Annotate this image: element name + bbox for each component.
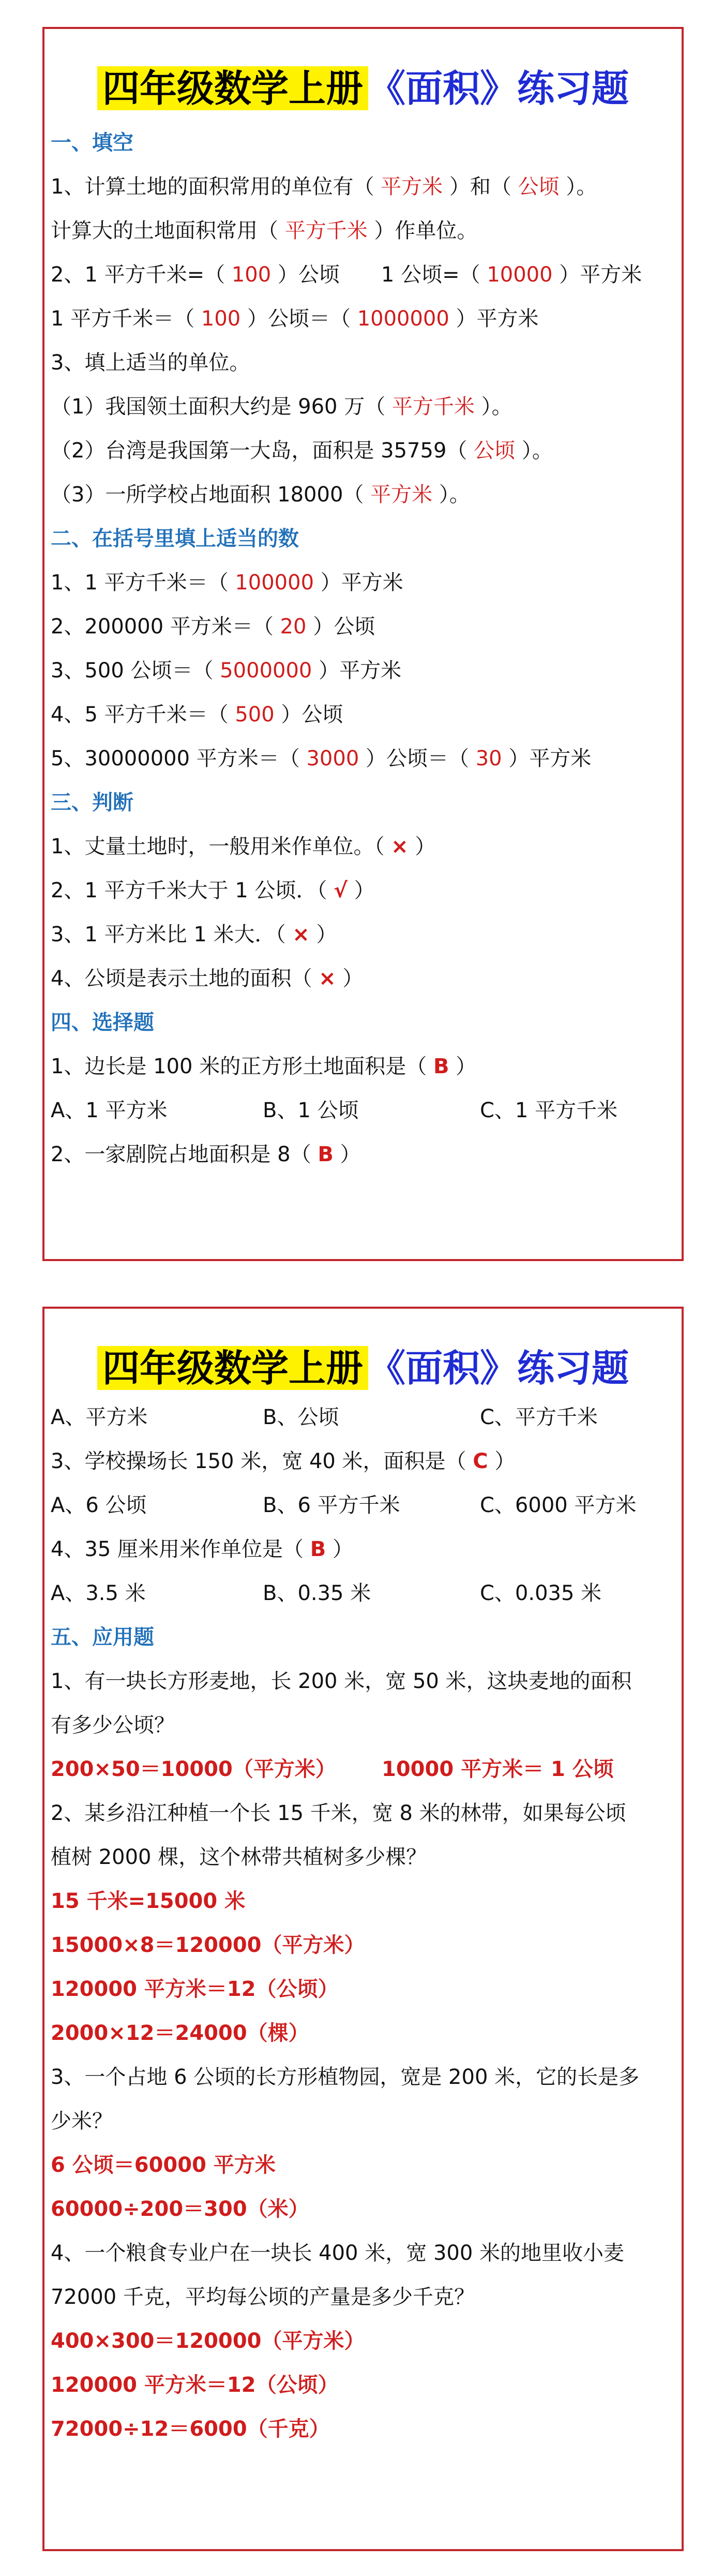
option-a: A、平方米 — [51, 1405, 148, 1429]
answer: 公顷 — [474, 439, 516, 463]
option-c: C、0.035 米 — [480, 1581, 602, 1605]
option-a: A、3.5 米 — [51, 1581, 146, 1605]
text-fragment: （1）我国领土面积大约是 960 万（ — [51, 395, 392, 419]
application-3-step-2: 60000÷200＝300（米） — [51, 2197, 309, 2221]
answer: 100 — [231, 263, 272, 287]
text-fragment: 计算大的土地面积常用（ — [51, 219, 285, 243]
option-b: B、6 平方千米 — [263, 1493, 400, 1517]
worksheet-page-2 — [42, 1307, 684, 2551]
cross-mark: × — [292, 923, 310, 946]
answer: 100 — [201, 307, 241, 331]
question-3-item-2 — [51, 435, 675, 466]
answer: 公顷 — [518, 175, 560, 199]
text-fragment: 1、计算土地的面积常用的单位有（ — [51, 175, 381, 199]
fill-number-5 — [51, 743, 675, 774]
answer: 平方米 — [370, 483, 433, 507]
title-highlight: 四年级数学上册 — [97, 66, 368, 110]
fill-number-1 — [51, 567, 675, 598]
text-fragment: 5、30000000 平方米＝（ — [51, 747, 307, 771]
answer: 20 — [280, 615, 307, 639]
text-fragment: ）平方米 — [552, 263, 642, 287]
application-2-step-1: 15 千米=15000 米 — [51, 1889, 246, 1913]
judge-2 — [51, 875, 675, 906]
title-subtitle: 《面积》练习题 — [368, 1346, 629, 1390]
answer: B — [318, 1143, 334, 1166]
application-1-line-2: 有多少公顷？ — [51, 1713, 175, 1737]
choice-4 — [51, 1534, 675, 1565]
fill-number-4 — [51, 699, 675, 730]
answer: 平方米 — [381, 175, 443, 199]
option-b: B、0.35 米 — [263, 1581, 371, 1605]
application-4-step-1: 400×300＝120000（平方米） — [51, 2329, 365, 2353]
text-fragment: 2、200000 平方米＝（ — [51, 615, 280, 639]
text-fragment: ） — [333, 1143, 361, 1166]
text-fragment: ）公顷＝（ — [240, 307, 357, 331]
answer: 平方千米 — [391, 395, 475, 419]
answer: 3000 — [306, 747, 359, 771]
option-c: C、6000 平方米 — [480, 1493, 637, 1517]
answer: 10000 — [487, 263, 553, 287]
text-fragment: ） — [326, 1537, 353, 1561]
text-fragment: 1、边长是 100 米的正方形土地面积是（ — [51, 1055, 433, 1078]
section-heading-true-false: 三、判断 — [51, 791, 133, 815]
answer: B — [433, 1055, 449, 1078]
application-4-line-2: 72000 千克，平均每公顷的产量是多少千克？ — [51, 2285, 475, 2309]
option-b: B、公顷 — [263, 1405, 339, 1429]
page-title — [44, 1340, 682, 1397]
option-c: C、平方千米 — [480, 1405, 598, 1429]
application-4-line-1: 4、一个粮食专业户在一块长 400 米，宽 300 米的地里收小麦 — [51, 2241, 625, 2265]
judge-1 — [51, 831, 675, 862]
answer: C — [473, 1449, 488, 1473]
application-4-step-2: 120000 平方米＝12（公顷） — [51, 2373, 339, 2397]
text-fragment: ） — [449, 1055, 477, 1078]
option-a: A、1 平方米 — [51, 1099, 168, 1122]
text-fragment: ）和（ — [443, 175, 518, 199]
text-fragment: 1、1 平方千米＝（ — [51, 571, 235, 595]
question-2-line-1 — [51, 259, 675, 290]
choice-3 — [51, 1446, 675, 1477]
question-1-line-2 — [51, 215, 675, 246]
text-fragment: ） — [488, 1449, 516, 1473]
text-fragment: ）公顷 — [274, 703, 343, 727]
text-fragment: 3、学校操场长 150 米，宽 40 米，面积是（ — [51, 1449, 473, 1473]
answer: 100000 — [235, 571, 314, 595]
text-fragment: （3）一所学校占地面积 18000（ — [51, 483, 371, 507]
section-heading-fill-blank: 一、填空 — [51, 131, 133, 155]
text-fragment: 4、公顷是表示土地的面积（ — [51, 967, 319, 990]
text-fragment: 1、丈量土地时，一般用米作单位。（ — [51, 835, 391, 858]
application-3-line-2: 少米？ — [51, 2109, 113, 2133]
text-fragment: ）平方米 — [312, 659, 402, 683]
text-fragment: ）。 — [432, 483, 470, 507]
text-fragment: ）平方米 — [314, 571, 403, 595]
application-2-line-2: 植树 2000 棵，这个林带共植树多少棵？ — [51, 1845, 427, 1869]
title-subtitle: 《面积》练习题 — [368, 66, 629, 110]
text-fragment: ） — [408, 835, 436, 858]
fill-number-2 — [51, 611, 675, 642]
application-2-step-3: 120000 平方米＝12（公顷） — [51, 1977, 339, 2001]
option-b: B、1 公顷 — [263, 1099, 359, 1122]
text-fragment: 4、5 平方千米＝（ — [51, 703, 235, 727]
question-3-item-3 — [51, 479, 675, 510]
text-fragment: ） — [336, 967, 364, 990]
text-fragment: 2、1 平方千米=（ — [51, 263, 232, 287]
text-fragment: ）公顷 — [306, 615, 375, 639]
answer-step: 10000 平方米＝ 1 公顷 — [382, 1757, 614, 1781]
text-fragment: ）平方米 — [449, 307, 539, 331]
judge-3 — [51, 919, 675, 950]
question-2-line-2 — [51, 303, 675, 334]
answer-step: 200×50＝10000（平方米） — [51, 1757, 336, 1781]
application-2-step-2: 15000×8＝120000（平方米） — [51, 1933, 365, 1957]
answer: 500 — [235, 703, 275, 727]
fill-number-3 — [51, 655, 675, 686]
application-2-step-4: 2000×12＝24000（棵） — [51, 2021, 309, 2045]
question-1-line-1 — [51, 171, 675, 202]
text-fragment: ） — [347, 879, 375, 902]
text-fragment: 3、1 平方米比 1 米大．（ — [51, 923, 293, 946]
text-fragment: ）平方米 — [502, 747, 592, 771]
question-3-heading: 3、填上适当的单位。 — [51, 351, 250, 375]
cross-mark: × — [391, 835, 409, 858]
page-title — [44, 60, 682, 117]
section-heading-applications: 五、应用题 — [51, 1625, 154, 1649]
text-fragment: ）公顷＝（ — [359, 747, 476, 771]
option-c: C、1 平方千米 — [480, 1099, 618, 1122]
application-1-line-1: 1、有一块长方形麦地，长 200 米，宽 50 米，这块麦地的面积 — [51, 1669, 632, 1693]
answer: 1000000 — [357, 307, 449, 331]
text-fragment: 2、一家剧院占地面积是 8（ — [51, 1143, 318, 1166]
application-3-step-1: 6 公顷＝60000 平方米 — [51, 2153, 276, 2177]
question-3-item-1 — [51, 391, 675, 422]
text-fragment: 1 平方千米＝（ — [51, 307, 201, 331]
text-fragment: ）。 — [559, 175, 597, 199]
answer: 平方千米 — [284, 219, 368, 243]
text-fragment: （2）台湾是我国第一大岛，面积是 35759（ — [51, 439, 474, 463]
application-3-line-1: 3、一个占地 6 公顷的长方形植物园，宽是 200 米，它的长是多 — [51, 2065, 640, 2089]
text-fragment: ）。 — [515, 439, 553, 463]
text-fragment: 4、35 厘米用米作单位是（ — [51, 1537, 310, 1561]
text-fragment: 3、500 公顷＝（ — [51, 659, 220, 683]
section-heading-fill-numbers: 二、在括号里填上适当的数 — [51, 527, 299, 551]
choice-2 — [51, 1139, 675, 1170]
text-fragment: 2、1 平方千米大于 1 公顷．（ — [51, 879, 334, 902]
check-mark: √ — [334, 879, 348, 902]
title-highlight: 四年级数学上册 — [97, 1346, 368, 1390]
text-fragment: ）。 — [474, 395, 512, 419]
text-fragment: ）公顷 1 公顷=（ — [271, 263, 487, 287]
text-fragment: ） — [309, 923, 337, 946]
judge-4 — [51, 963, 675, 994]
answer: B — [310, 1537, 326, 1561]
section-heading-choice: 四、选择题 — [51, 1011, 154, 1034]
choice-1 — [51, 1051, 675, 1082]
option-a: A、6 公顷 — [51, 1493, 147, 1517]
cross-mark: × — [319, 967, 336, 990]
worksheet-page-1 — [42, 27, 684, 1261]
application-4-step-3: 72000÷12＝6000（千克） — [51, 2417, 330, 2441]
text-fragment: ）作单位。 — [367, 219, 478, 243]
answer: 30 — [475, 747, 502, 771]
application-2-line-1: 2、某乡沿江种植一个长 15 千米，宽 8 米的林带，如果每公顷 — [51, 1801, 626, 1825]
answer: 5000000 — [220, 659, 312, 683]
